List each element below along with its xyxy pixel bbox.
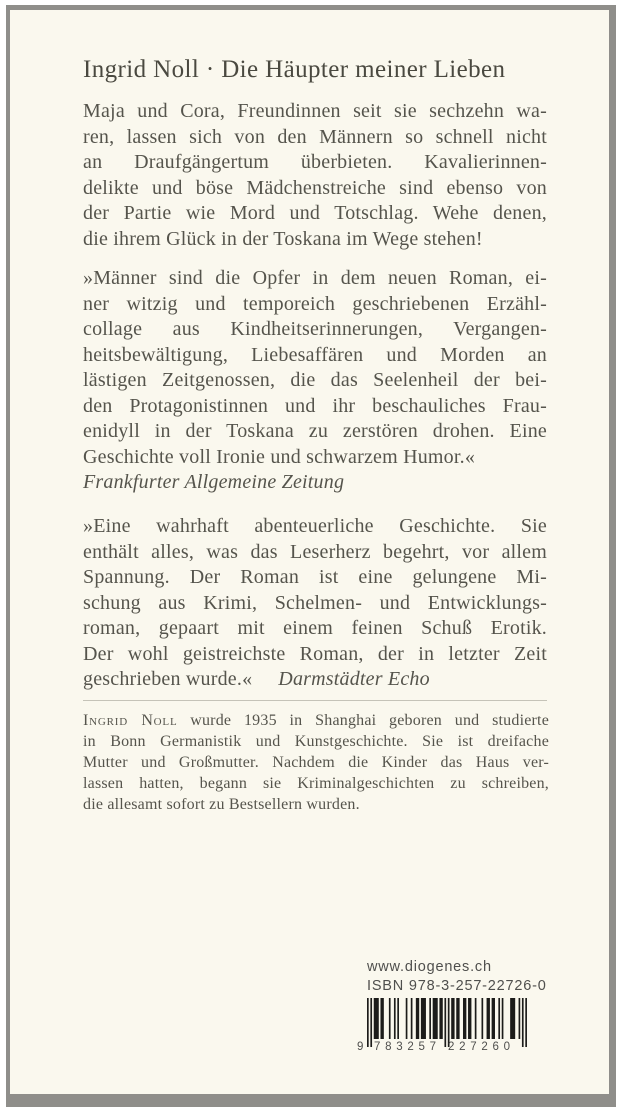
svg-text:9: 9 [357, 1041, 364, 1052]
print-line: enidyll in der Toskana zu zerstören drohen. Eine [83, 420, 547, 442]
publisher-website: www.diogenes.ch [367, 959, 492, 975]
bio-lines [83, 731, 549, 815]
print-line: Spannung. Der Roman ist eine gelungene Mi- [83, 566, 547, 588]
print-line: lassen hatten, begann sie Kriminalgeschichten zu schreiben, [83, 775, 549, 792]
print-line: ner witzig und temporeich geschriebenen Erzähl- [83, 292, 547, 315]
review-last-text: geschrieben wurde.« [83, 668, 253, 690]
print-line: in Bonn Germanistik und Kunstgeschichte. Sie ist dreifache [83, 733, 549, 750]
review-lines-echo [83, 514, 547, 667]
blurb-paragraph [83, 99, 547, 252]
review-quote-faz [83, 266, 547, 496]
print-line: an Draufgängertum überbieten. Kavalierinnen- [83, 151, 547, 173]
book-back-cover [10, 10, 609, 1094]
book-title: Ingrid Noll · Die Häupter meiner Lieben [83, 56, 506, 83]
ean-barcode [357, 998, 527, 1052]
print-line: »Männer sind die Opfer in dem neuen Roman, ei- [83, 267, 547, 289]
author-bio [83, 710, 549, 815]
isbn-text: ISBN 978-3-257-22726-0 [367, 978, 547, 994]
review-last-line [83, 667, 547, 693]
print-line: heitsbewältigung, Liebesaffären und Morden an [83, 343, 547, 366]
press-source-echo: Darmstädter Echo [278, 668, 430, 690]
bio-first-line-rest: wurde 1935 in Shanghai geboren und studierte [177, 712, 549, 729]
divider-rule [83, 700, 547, 701]
print-line: Mutter und Großmutter. Nachdem die Kinder das Haus ver- [83, 754, 549, 771]
print-line: roman, gepaart mit einem feinen Schuß Erotik. [83, 617, 547, 639]
print-line: delikte und böse Mädchenstreiche sind ebenso von [83, 176, 547, 199]
author-name: Ingrid Noll [83, 712, 178, 729]
print-line: die ihrem Glück in der Toskana im Wege stehen! [83, 227, 483, 250]
book-photo-frame [6, 5, 616, 1107]
svg-text:227260: 227260 [448, 1041, 510, 1052]
print-line: schung aus Krimi, Schelmen- und Entwicklungs- [83, 591, 547, 614]
print-line: Maja und Cora, Freundinnen seit sie sechzehn wa- [83, 100, 547, 122]
print-line: die allesamt sofort zu Bestsellern wurden. [83, 796, 360, 813]
svg-text:783257: 783257 [374, 1041, 436, 1052]
press-source-faz: Frankfurter Allgemeine Zeitung [83, 471, 345, 493]
print-line: »Eine wahrhaft abenteuerliche Geschichte. Sie [83, 515, 547, 537]
print-line: ren, lassen sich von den Männern so schnell nicht [83, 125, 547, 148]
print-line: Geschichte voll Ironie und schwarzem Humor.« [83, 445, 476, 468]
review-lines-faz [83, 266, 547, 470]
print-line: collage aus Kindheitserinnerungen, Vergangen- [83, 318, 547, 340]
bio-first-line [83, 710, 549, 731]
print-line: enthält alles, was das Leserherz begehrt, vor allem [83, 540, 547, 563]
print-line: lästigen Zeitgenossen, die das Seelenheil der bei- [83, 369, 547, 391]
print-line: der Partie wie Mord und Totschlag. Wehe denen, [83, 202, 547, 224]
print-line: Der wohl geistreichste Roman, der in letzter Zeit [83, 642, 547, 665]
review-quote-echo [83, 514, 547, 693]
print-line: den Protagonistinnen und ihr beschauliches Frau- [83, 394, 547, 417]
